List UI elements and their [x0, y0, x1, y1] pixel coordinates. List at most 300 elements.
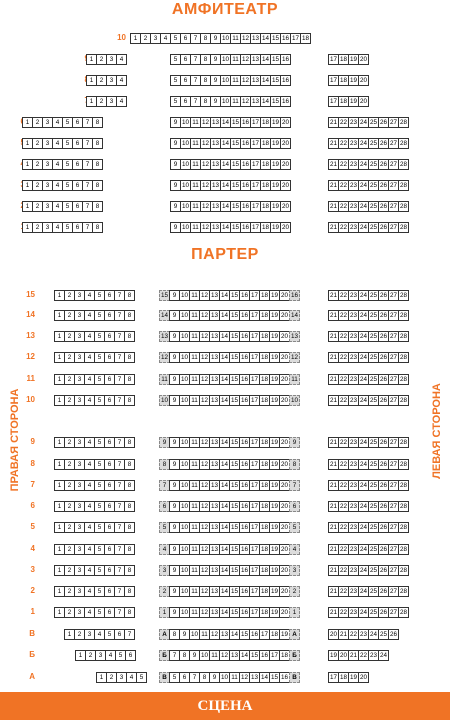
parterre-seat[interactable]: 2	[289, 586, 300, 597]
amphitheater-seat[interactable]: 18	[301, 35, 309, 42]
parterre-seat[interactable]: 9	[169, 607, 180, 618]
amphitheater-seat[interactable]: 16	[281, 98, 289, 105]
parterre-seat[interactable]: 5	[115, 650, 126, 661]
parterre-seat[interactable]: 12	[200, 503, 208, 510]
amphitheater-seat[interactable]: 14	[221, 161, 229, 168]
amphitheater-seat[interactable]: 2	[140, 33, 151, 44]
parterre-seat[interactable]: 15	[240, 631, 248, 638]
parterre-seat[interactable]: 24	[359, 333, 367, 340]
parterre-seat[interactable]: 2	[64, 501, 75, 512]
parterre-seat[interactable]: 1	[54, 459, 65, 470]
parterre-seat[interactable]: 9	[159, 437, 170, 448]
parterre-seat[interactable]: 20	[280, 503, 288, 510]
parterre-seat[interactable]: 24	[369, 631, 377, 638]
parterre-seat[interactable]: 23	[349, 354, 357, 361]
amphitheater-seat[interactable]: 13	[211, 119, 219, 126]
parterre-seat[interactable]: 9	[169, 310, 180, 321]
parterre-seat[interactable]: 13	[210, 482, 218, 489]
amphitheater-seat[interactable]: 27	[389, 140, 397, 147]
parterre-seat[interactable]: 14	[290, 312, 298, 319]
amphitheater-seat[interactable]: 9	[170, 159, 181, 170]
parterre-seat[interactable]: 26	[379, 482, 387, 489]
parterre-seat[interactable]: 6	[104, 480, 115, 491]
parterre-seat[interactable]: 25	[369, 292, 377, 299]
amphitheater-seat[interactable]: 26	[379, 140, 387, 147]
parterre-seat[interactable]: 27	[389, 567, 397, 574]
amphitheater-seat[interactable]: 13	[211, 182, 219, 189]
parterre-seat[interactable]: 17	[250, 588, 258, 595]
parterre-seat[interactable]: 3	[74, 565, 85, 576]
parterre-seat[interactable]: 28	[399, 312, 407, 319]
amphitheater-seat[interactable]: 12	[241, 56, 249, 63]
parterre-seat[interactable]: 14	[220, 312, 228, 319]
parterre-seat[interactable]: 9	[169, 290, 180, 301]
amphitheater-seat[interactable]: 15	[271, 35, 279, 42]
amphitheater-seat[interactable]: 19	[271, 119, 279, 126]
parterre-seat[interactable]: 23	[349, 376, 357, 383]
parterre-seat[interactable]: 15	[160, 292, 168, 299]
parterre-seat[interactable]: 10	[180, 546, 188, 553]
parterre-seat[interactable]: 13	[210, 461, 218, 468]
amphitheater-seat[interactable]: 8	[200, 33, 211, 44]
parterre-seat[interactable]: 24	[359, 376, 367, 383]
parterre-seat[interactable]: 27	[389, 333, 397, 340]
parterre-seat[interactable]: 12	[200, 439, 208, 446]
amphitheater-seat[interactable]: 17	[251, 161, 259, 168]
amphitheater-seat[interactable]: 4	[52, 138, 63, 149]
parterre-seat[interactable]: 20	[280, 312, 288, 319]
amphitheater-seat[interactable]: 27	[389, 224, 397, 231]
amphitheater-seat[interactable]: 8	[200, 75, 211, 86]
parterre-seat[interactable]: 9	[169, 374, 180, 385]
parterre-seat[interactable]: 26	[379, 546, 387, 553]
parterre-seat[interactable]: 25	[369, 376, 377, 383]
amphitheater-seat[interactable]: 14	[221, 203, 229, 210]
parterre-seat[interactable]: 12	[200, 546, 208, 553]
amphitheater-seat[interactable]: 11	[230, 33, 241, 44]
parterre-seat[interactable]: 10	[180, 503, 188, 510]
parterre-seat[interactable]: 21	[329, 292, 337, 299]
parterre-seat[interactable]: 19	[270, 461, 278, 468]
parterre-seat[interactable]: 16	[240, 503, 248, 510]
parterre-seat[interactable]: 15	[230, 354, 238, 361]
parterre-seat[interactable]: 18	[270, 631, 278, 638]
parterre-seat[interactable]: 8	[124, 352, 135, 363]
parterre-seat[interactable]: 26	[379, 376, 387, 383]
parterre-seat[interactable]: 9	[169, 395, 180, 406]
amphitheater-seat[interactable]: 2	[32, 222, 43, 233]
parterre-seat[interactable]: 14	[260, 674, 268, 681]
parterre-seat[interactable]: 18	[260, 609, 268, 616]
parterre-seat[interactable]: 16	[240, 609, 248, 616]
parterre-seat[interactable]: 28	[399, 333, 407, 340]
parterre-seat[interactable]: 24	[359, 482, 367, 489]
parterre-seat[interactable]: 8	[124, 310, 135, 321]
amphitheater-seat[interactable]: 10	[181, 182, 189, 189]
parterre-seat[interactable]: Б	[159, 650, 170, 661]
amphitheater-seat[interactable]: 15	[231, 224, 239, 231]
parterre-seat[interactable]: 17	[250, 397, 258, 404]
parterre-seat[interactable]: 5	[136, 672, 147, 683]
parterre-seat[interactable]: А	[159, 629, 170, 640]
amphitheater-seat[interactable]: 2	[32, 180, 43, 191]
parterre-seat[interactable]: 8	[124, 437, 135, 448]
parterre-seat[interactable]: 18	[260, 376, 268, 383]
parterre-seat[interactable]: 7	[114, 437, 125, 448]
parterre-seat[interactable]: 22	[359, 652, 367, 659]
parterre-seat[interactable]: 12	[200, 333, 208, 340]
amphitheater-seat[interactable]: 2	[32, 117, 43, 128]
parterre-seat[interactable]: 11	[189, 522, 200, 533]
parterre-seat[interactable]: 23	[349, 609, 357, 616]
amphitheater-seat[interactable]: 6	[180, 75, 191, 86]
parterre-seat[interactable]: 11	[189, 310, 200, 321]
amphitheater-seat[interactable]: 23	[349, 182, 357, 189]
parterre-seat[interactable]: 18	[280, 652, 288, 659]
amphitheater-seat[interactable]: 1	[22, 159, 33, 170]
parterre-seat[interactable]: 3	[74, 586, 85, 597]
parterre-seat[interactable]: 1	[54, 501, 65, 512]
parterre-seat[interactable]: 13	[250, 674, 258, 681]
parterre-seat[interactable]: 5	[94, 586, 105, 597]
parterre-seat[interactable]: 20	[280, 524, 288, 531]
parterre-seat[interactable]: 4	[84, 480, 95, 491]
parterre-seat[interactable]: 27	[389, 546, 397, 553]
parterre-seat[interactable]: 20	[280, 439, 288, 446]
amphitheater-seat[interactable]: 21	[329, 161, 337, 168]
amphitheater-seat[interactable]: 3	[150, 33, 161, 44]
parterre-seat[interactable]: 15	[230, 482, 238, 489]
amphitheater-seat[interactable]: 3	[42, 180, 53, 191]
parterre-seat[interactable]: 21	[329, 397, 337, 404]
parterre-seat[interactable]: 4	[84, 331, 95, 342]
parterre-seat[interactable]: 12	[200, 588, 208, 595]
parterre-seat[interactable]: 8	[124, 565, 135, 576]
parterre-seat[interactable]: 8	[289, 459, 300, 470]
parterre-seat[interactable]: 19	[270, 333, 278, 340]
parterre-seat[interactable]: 15	[230, 292, 238, 299]
amphitheater-seat[interactable]: 16	[281, 56, 289, 63]
amphitheater-seat[interactable]: 10	[221, 56, 229, 63]
parterre-seat[interactable]: 28	[399, 609, 407, 616]
parterre-seat[interactable]: 3	[74, 374, 85, 385]
parterre-seat[interactable]: 27	[389, 461, 397, 468]
parterre-seat[interactable]: 10	[180, 588, 188, 595]
amphitheater-seat[interactable]: 28	[399, 182, 407, 189]
amphitheater-seat[interactable]: 25	[369, 182, 377, 189]
parterre-seat[interactable]: 24	[379, 652, 387, 659]
amphitheater-seat[interactable]: 10	[181, 119, 189, 126]
amphitheater-seat[interactable]: 28	[399, 161, 407, 168]
parterre-seat[interactable]: 10	[160, 397, 168, 404]
amphitheater-seat[interactable]: 5	[62, 117, 73, 128]
parterre-seat[interactable]: 15	[230, 609, 238, 616]
parterre-seat[interactable]: 12	[200, 482, 208, 489]
parterre-seat[interactable]: 28	[399, 292, 407, 299]
amphitheater-seat[interactable]: 15	[231, 140, 239, 147]
parterre-seat[interactable]: 11	[209, 650, 220, 661]
amphitheater-seat[interactable]: 3	[42, 138, 53, 149]
amphitheater-seat[interactable]: 22	[339, 140, 347, 147]
parterre-seat[interactable]: 8	[124, 374, 135, 385]
parterre-seat[interactable]: 6	[104, 331, 115, 342]
amphitheater-seat[interactable]: 4	[116, 96, 127, 107]
amphitheater-seat[interactable]: 5	[170, 75, 181, 86]
amphitheater-seat[interactable]: 17	[251, 119, 259, 126]
amphitheater-seat[interactable]: 12	[241, 77, 249, 84]
parterre-seat[interactable]: 11	[189, 607, 200, 618]
amphitheater-seat[interactable]: 7	[82, 201, 93, 212]
amphitheater-seat[interactable]: 6	[72, 180, 83, 191]
parterre-seat[interactable]: 22	[339, 439, 347, 446]
parterre-seat[interactable]: 27	[389, 503, 397, 510]
parterre-seat[interactable]: 18	[260, 503, 268, 510]
parterre-seat[interactable]: 21	[329, 461, 337, 468]
parterre-seat[interactable]: 25	[369, 397, 377, 404]
parterre-seat[interactable]: 28	[399, 397, 407, 404]
parterre-seat[interactable]: 11	[189, 459, 200, 470]
amphitheater-seat[interactable]: 12	[201, 140, 209, 147]
parterre-seat[interactable]: 6	[114, 629, 125, 640]
parterre-seat[interactable]: 10	[290, 397, 298, 404]
parterre-seat[interactable]: 22	[339, 609, 347, 616]
parterre-seat[interactable]: 18	[260, 546, 268, 553]
parterre-seat[interactable]: 18	[260, 461, 268, 468]
parterre-seat[interactable]: 5	[94, 437, 105, 448]
parterre-seat[interactable]: 25	[369, 312, 377, 319]
amphitheater-seat[interactable]: 1	[22, 180, 33, 191]
amphitheater-seat[interactable]: 3	[106, 75, 117, 86]
parterre-seat[interactable]: А	[289, 629, 300, 640]
parterre-seat[interactable]: 22	[339, 376, 347, 383]
amphitheater-seat[interactable]: 7	[82, 117, 93, 128]
parterre-seat[interactable]: 4	[84, 310, 95, 321]
amphitheater-seat[interactable]: 20	[281, 140, 289, 147]
parterre-seat[interactable]: 13	[210, 524, 218, 531]
parterre-seat[interactable]: 16	[240, 482, 248, 489]
parterre-seat[interactable]: 18	[260, 354, 268, 361]
parterre-seat[interactable]: 2	[64, 522, 75, 533]
amphitheater-seat[interactable]: 16	[281, 77, 289, 84]
amphitheater-seat[interactable]: 6	[72, 138, 83, 149]
amphitheater-seat[interactable]: 4	[52, 201, 63, 212]
parterre-seat[interactable]: 8	[124, 586, 135, 597]
parterre-seat[interactable]: 12	[200, 376, 208, 383]
amphitheater-seat[interactable]: 18	[339, 98, 347, 105]
parterre-seat[interactable]: 21	[329, 546, 337, 553]
amphitheater-seat[interactable]: 20	[281, 119, 289, 126]
parterre-seat[interactable]: 22	[339, 292, 347, 299]
parterre-seat[interactable]: 6	[104, 437, 115, 448]
parterre-seat[interactable]: 4	[84, 459, 95, 470]
parterre-seat[interactable]: 14	[220, 524, 228, 531]
parterre-seat[interactable]: 14	[220, 503, 228, 510]
amphitheater-seat[interactable]: 17	[329, 56, 337, 63]
parterre-seat[interactable]: 7	[114, 544, 125, 555]
parterre-seat[interactable]: 26	[379, 461, 387, 468]
amphitheater-seat[interactable]: 8	[92, 159, 103, 170]
amphitheater-seat[interactable]: 8	[92, 117, 103, 128]
parterre-seat[interactable]: 24	[359, 292, 367, 299]
parterre-seat[interactable]: 11	[189, 586, 200, 597]
amphitheater-seat[interactable]: 9	[170, 138, 181, 149]
amphitheater-seat[interactable]: 8	[92, 201, 103, 212]
parterre-seat[interactable]: 14	[220, 482, 228, 489]
amphitheater-seat[interactable]: 5	[62, 138, 73, 149]
parterre-seat[interactable]: В	[289, 672, 300, 683]
amphitheater-seat[interactable]: 18	[261, 182, 269, 189]
amphitheater-seat[interactable]: 10	[221, 35, 229, 42]
amphitheater-seat[interactable]: 26	[379, 161, 387, 168]
amphitheater-seat[interactable]: 18	[261, 119, 269, 126]
parterre-seat[interactable]: 1	[289, 607, 300, 618]
parterre-seat[interactable]: 25	[369, 609, 377, 616]
parterre-seat[interactable]: 13	[210, 333, 218, 340]
parterre-seat[interactable]: 7	[114, 352, 125, 363]
amphitheater-seat[interactable]: 16	[281, 35, 289, 42]
amphitheater-seat[interactable]: 13	[211, 224, 219, 231]
amphitheater-seat[interactable]: 12	[201, 224, 209, 231]
parterre-seat[interactable]: 15	[230, 312, 238, 319]
parterre-seat[interactable]: 26	[379, 397, 387, 404]
parterre-seat[interactable]: 19	[270, 546, 278, 553]
parterre-seat[interactable]: 6	[289, 501, 300, 512]
parterre-seat[interactable]: 5	[94, 501, 105, 512]
amphitheater-seat[interactable]: 17	[251, 182, 259, 189]
parterre-seat[interactable]: 20	[280, 461, 288, 468]
amphitheater-seat[interactable]: 15	[231, 119, 239, 126]
amphitheater-seat[interactable]: 5	[170, 96, 181, 107]
parterre-seat[interactable]: 17	[250, 439, 258, 446]
parterre-seat[interactable]: 25	[379, 631, 387, 638]
parterre-seat[interactable]: 23	[349, 546, 357, 553]
parterre-seat[interactable]: 13	[220, 631, 228, 638]
parterre-seat[interactable]: 11	[189, 331, 200, 342]
parterre-seat[interactable]: 9	[189, 650, 200, 661]
parterre-seat[interactable]: 13	[210, 546, 218, 553]
parterre-seat[interactable]: Б	[289, 650, 300, 661]
amphitheater-seat[interactable]: 6	[180, 96, 191, 107]
parterre-seat[interactable]: 16	[240, 376, 248, 383]
parterre-seat[interactable]: 21	[329, 609, 337, 616]
parterre-seat[interactable]: 16	[240, 524, 248, 531]
parterre-seat[interactable]: 26	[379, 524, 387, 531]
amphitheater-seat[interactable]: 9	[170, 201, 181, 212]
parterre-seat[interactable]: 12	[160, 354, 168, 361]
parterre-seat[interactable]: 7	[114, 374, 125, 385]
parterre-seat[interactable]: 22	[339, 461, 347, 468]
amphitheater-seat[interactable]: 24	[359, 140, 367, 147]
parterre-seat[interactable]: 25	[369, 354, 377, 361]
parterre-seat[interactable]: 23	[349, 312, 357, 319]
parterre-seat[interactable]: 11	[189, 501, 200, 512]
amphitheater-seat[interactable]: 19	[349, 56, 357, 63]
parterre-seat[interactable]: 3	[74, 501, 85, 512]
parterre-seat[interactable]: 10	[180, 567, 188, 574]
parterre-seat[interactable]: 19	[270, 482, 278, 489]
amphitheater-seat[interactable]: 1	[86, 75, 97, 86]
amphitheater-seat[interactable]: 7	[190, 75, 201, 86]
amphitheater-seat[interactable]: 19	[271, 140, 279, 147]
parterre-seat[interactable]: 8	[124, 459, 135, 470]
amphitheater-seat[interactable]: 25	[369, 203, 377, 210]
amphitheater-seat[interactable]: 11	[190, 117, 201, 128]
parterre-seat[interactable]: 18	[260, 397, 268, 404]
parterre-seat[interactable]: 3	[95, 650, 106, 661]
parterre-seat[interactable]: 8	[124, 331, 135, 342]
parterre-seat[interactable]: 24	[359, 609, 367, 616]
amphitheater-seat[interactable]: 25	[369, 119, 377, 126]
parterre-seat[interactable]: 19	[270, 588, 278, 595]
parterre-seat[interactable]: 14	[220, 354, 228, 361]
parterre-seat[interactable]: 20	[280, 567, 288, 574]
parterre-seat[interactable]: 27	[389, 482, 397, 489]
parterre-seat[interactable]: 8	[169, 629, 180, 640]
parterre-seat[interactable]: 17	[250, 333, 258, 340]
parterre-seat[interactable]: 1	[54, 310, 65, 321]
amphitheater-seat[interactable]: 18	[261, 203, 269, 210]
parterre-seat[interactable]: 11	[189, 544, 200, 555]
parterre-seat[interactable]: 26	[379, 439, 387, 446]
amphitheater-seat[interactable]: 4	[52, 180, 63, 191]
parterre-seat[interactable]: 21	[329, 354, 337, 361]
amphitheater-seat[interactable]: 12	[201, 161, 209, 168]
parterre-seat[interactable]: 1	[54, 544, 65, 555]
parterre-seat[interactable]: 1	[54, 374, 65, 385]
parterre-seat[interactable]: 28	[399, 439, 407, 446]
parterre-seat[interactable]: 17	[260, 631, 268, 638]
parterre-seat[interactable]: 27	[389, 439, 397, 446]
amphitheater-seat[interactable]: 22	[339, 182, 347, 189]
amphitheater-seat[interactable]: 7	[190, 54, 201, 65]
parterre-seat[interactable]: 26	[379, 588, 387, 595]
parterre-seat[interactable]: 17	[250, 524, 258, 531]
parterre-seat[interactable]: 4	[84, 586, 95, 597]
parterre-seat[interactable]: 21	[329, 567, 337, 574]
parterre-seat[interactable]: 11	[189, 290, 200, 301]
parterre-seat[interactable]: 13	[210, 439, 218, 446]
parterre-seat[interactable]: 4	[94, 629, 105, 640]
amphitheater-seat[interactable]: 17	[251, 224, 259, 231]
amphitheater-seat[interactable]: 23	[349, 140, 357, 147]
amphitheater-seat[interactable]: 4	[52, 117, 63, 128]
parterre-seat[interactable]: 7	[114, 310, 125, 321]
parterre-seat[interactable]: 6	[104, 522, 115, 533]
parterre-seat[interactable]: 18	[260, 567, 268, 574]
amphitheater-seat[interactable]: 11	[230, 96, 241, 107]
amphitheater-seat[interactable]: 11	[190, 201, 201, 212]
amphitheater-seat[interactable]: 25	[369, 224, 377, 231]
parterre-seat[interactable]: 9	[289, 437, 300, 448]
parterre-seat[interactable]: 28	[399, 588, 407, 595]
amphitheater-seat[interactable]: 4	[116, 54, 127, 65]
amphitheater-seat[interactable]: 2	[32, 201, 43, 212]
amphitheater-seat[interactable]: 1	[22, 117, 33, 128]
amphitheater-seat[interactable]: 4	[52, 159, 63, 170]
parterre-seat[interactable]: 6	[179, 672, 190, 683]
parterre-seat[interactable]: 19	[270, 312, 278, 319]
parterre-seat[interactable]: 5	[94, 607, 105, 618]
parterre-seat[interactable]: 1	[54, 607, 65, 618]
amphitheater-seat[interactable]: 16	[241, 140, 249, 147]
parterre-seat[interactable]: 24	[359, 461, 367, 468]
parterre-seat[interactable]: 2	[64, 607, 75, 618]
parterre-seat[interactable]: 15	[230, 503, 238, 510]
parterre-seat[interactable]: 16	[280, 674, 288, 681]
parterre-seat[interactable]: 14	[220, 292, 228, 299]
amphitheater-seat[interactable]: 6	[180, 33, 191, 44]
parterre-seat[interactable]: 10	[180, 312, 188, 319]
